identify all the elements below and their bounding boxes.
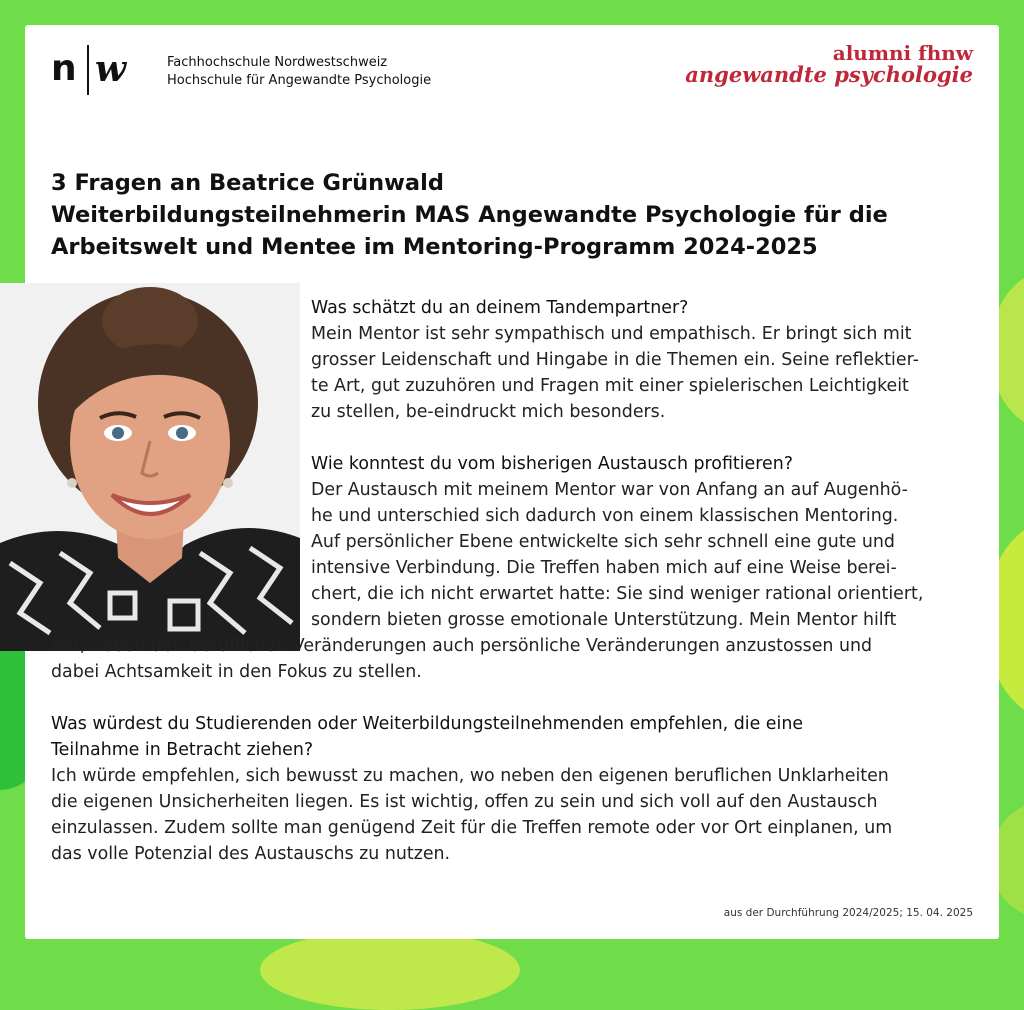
answer-1-line: te Art, gut zuzuhören und Fragen mit einer spielerischen Leichtigkeit — [311, 376, 909, 396]
institution-line2: Hochschule für Angewandte Psychologie — [167, 73, 432, 88]
answer-2-line: chert, die ich nicht erwartet hatte: Sie sind weniger rational orientiert, — [311, 584, 924, 604]
fhnw-logo — [51, 45, 471, 97]
answer-2-line: intensive Verbindung. Die Treffen haben mich auf eine Weise berei- — [311, 558, 897, 578]
paragraph-gap — [51, 425, 971, 451]
logo-w-glyph: w — [95, 48, 126, 90]
question-2: Wie konntest du vom bisherigen Austausch profitieren? — [311, 454, 793, 474]
answer-3-line: das volle Potenzial des Austauschs zu nutzen. — [51, 844, 451, 864]
page-title — [51, 167, 981, 263]
answer-3-line: die eigenen Unsicherheiten liegen. Es ist wichtig, offen zu sein und sich voll auf den Austausch — [51, 792, 878, 812]
answer-2-line: dabei Achtsamkeit in den Fokus zu stellen. — [51, 662, 422, 682]
logo-n-glyph: n — [51, 48, 77, 89]
content-card — [25, 25, 999, 939]
institution-line1: Fachhochschule Nordwestschweiz — [167, 55, 388, 70]
background-shape — [260, 930, 520, 1010]
title-line3: Arbeitswelt und Mentee im Mentoring-Programm 2024-2025 — [51, 234, 818, 260]
answer-3-line: einzulassen. Zudem sollte man genügend Zeit für die Treffen remote oder vor Ort einplanen, um — [51, 818, 893, 838]
question-3-line: Teilnahme in Betracht ziehen? — [51, 740, 314, 760]
interview-text — [51, 295, 971, 867]
source-footnote: aus der Durchführung 2024/2025; 15. 04. 2025 — [723, 907, 973, 919]
answer-2-line: mir, neben den beruflichen Veränderungen auch persönliche Veränderungen anzustossen und — [51, 636, 873, 656]
answer-1-line: Mein Mentor ist sehr sympathisch und empathisch. Er bringt sich mit — [311, 324, 912, 344]
logo-divider — [87, 45, 89, 95]
question-1: Was schätzt du an deinem Tandempartner? — [311, 298, 689, 318]
answer-2-line: sondern bieten grosse emotionale Unterstützung. Mein Mentor hilft — [311, 610, 897, 630]
answer-1-line: grosser Leidenschaft und Hingabe in die Themen ein. Seine reflektier- — [311, 350, 919, 370]
title-line2: Weiterbildungsteilnehmerin MAS Angewandte Psychologie für die — [51, 202, 888, 228]
question-3-line: Was würdest du Studierenden oder Weiterbildungsteilnehmenden empfehlen, die eine — [51, 714, 804, 734]
paragraph-gap — [51, 685, 971, 711]
answer-2-line: Der Austausch mit meinem Mentor war von Anfang an auf Augenhö- — [311, 480, 908, 500]
alumni-line1: alumni fhnw — [832, 41, 973, 65]
answer-2-line: he und unterschied sich dadurch von einem klassischen Mentoring. — [311, 506, 899, 526]
answer-3-line: Ich würde empfehlen, sich bewusst zu machen, wo neben den eigenen beruflichen Unklarheiten — [51, 766, 889, 786]
alumni-logo — [685, 43, 973, 87]
answer-1-line: zu stellen, be-eindruckt mich besonders. — [311, 402, 666, 422]
answer-2-line: Auf persönlicher Ebene entwickelte sich sehr schnell eine gute und — [311, 532, 895, 552]
alumni-line2: angewandte psychologie — [685, 62, 973, 87]
title-line1: 3 Fragen an Beatrice Grünwald — [51, 170, 444, 196]
